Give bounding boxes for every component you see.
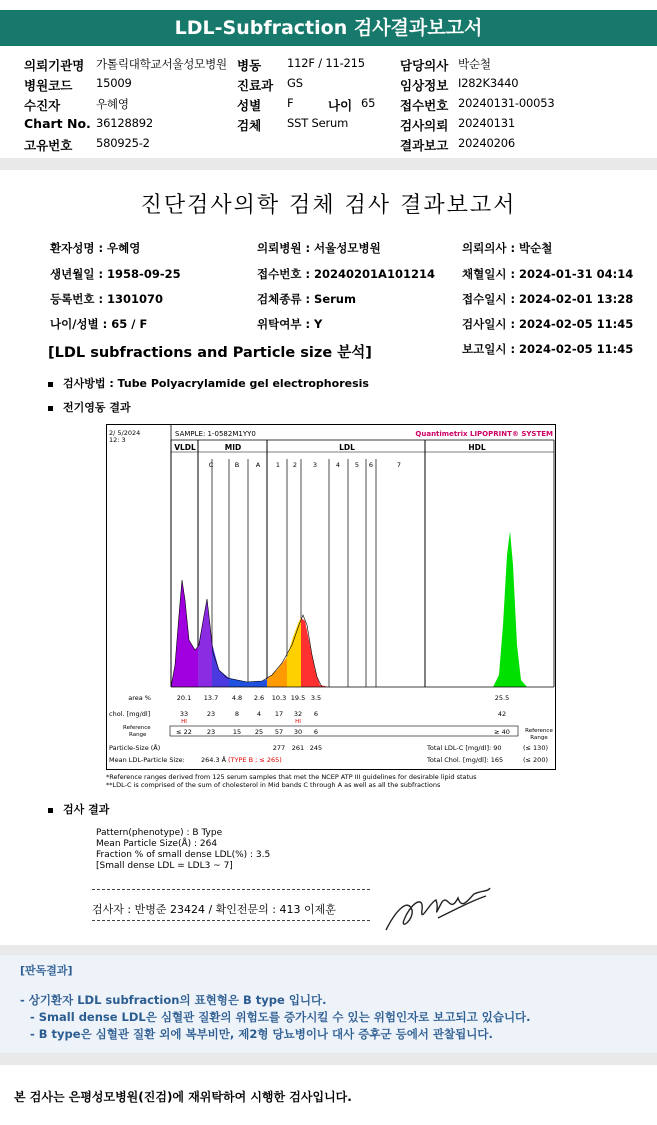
method-line xyxy=(48,375,369,391)
label-specimen: 검체 xyxy=(237,118,262,133)
result-line: [Small dense LDL = LDL3 ~ 7] xyxy=(96,861,233,871)
value-requester: 가톨릭대학교서울성모병원 xyxy=(96,57,227,71)
result-line: Mean Particle Size(Å) : 264 xyxy=(96,839,218,849)
divider xyxy=(0,158,657,170)
row-label-ref: Reference xyxy=(123,725,151,731)
value-request-date: 20240131 xyxy=(458,116,515,130)
chol-value: 33 xyxy=(179,710,189,718)
footer-note: 본 검사는 은평성모병원(진검)에 재위탁하여 시행한 검사입니다. xyxy=(14,1090,352,1104)
chart-date: 2/ 5/2024 xyxy=(109,429,141,437)
hi-flag: HI xyxy=(181,719,187,725)
band-label: C xyxy=(208,461,214,469)
row-label-chol: chol. [mg/dl] xyxy=(109,710,151,718)
signature-image xyxy=(378,880,498,940)
total-ldl: Total LDL-C [mg/dl]: 90 xyxy=(427,744,502,752)
chol-value: 42 xyxy=(497,710,507,718)
label-hospital-code: 병원코드 xyxy=(24,78,73,93)
total-chol-ref: (≤ 200) xyxy=(523,756,548,764)
ref-range-right: Reference xyxy=(525,728,553,734)
header-row xyxy=(0,76,657,95)
band-label: 7 xyxy=(396,461,402,469)
hdl-peak xyxy=(493,531,527,687)
ref-value: 23 xyxy=(206,728,216,736)
value-age: 65 xyxy=(361,96,376,110)
test-time: 검사일시 : 2024-02-05 11:45 xyxy=(462,317,634,331)
label-patient: 수진자 xyxy=(24,98,61,113)
bullet-icon xyxy=(48,406,53,411)
bullet-icon xyxy=(48,808,53,813)
chol-value: 8 xyxy=(234,710,240,718)
value-report-date: 20240206 xyxy=(458,136,515,150)
report-time: 보고일시 : 2024-02-05 11:45 xyxy=(462,342,634,356)
header-row xyxy=(0,56,657,75)
value-receipt-no: 20240131-00053 xyxy=(458,96,555,110)
band-label: 4 xyxy=(335,461,341,469)
ldl1-peak xyxy=(267,657,287,687)
label-dept: 진료과 xyxy=(237,78,274,93)
electrophoresis-text: 전기영동 결과 xyxy=(63,401,131,414)
row-label-area: area % xyxy=(128,694,151,702)
ref-value: 25 xyxy=(254,728,264,736)
area-value: 25.5 xyxy=(494,694,510,702)
ldl2-peak xyxy=(287,618,301,687)
electrophoresis-chart xyxy=(106,424,556,770)
label-requester: 의뢰기관명 xyxy=(24,58,85,73)
chart-note: **LDL-C is comprised of the sum of cholesterol in Mid bands C through A as well as all the subfractions xyxy=(106,781,441,789)
label-receipt-no: 접수번호 xyxy=(400,98,449,113)
collection-time: 채혈일시 : 2024-01-31 04:14 xyxy=(462,267,634,281)
birth-date: 생년월일 : 1958-09-25 xyxy=(50,267,181,281)
label-report-date: 결과보고 xyxy=(400,138,449,153)
area-value: 10.3 xyxy=(271,694,287,702)
header-row xyxy=(0,116,657,135)
chol-value: 4 xyxy=(256,710,262,718)
band-label: A xyxy=(255,461,261,469)
label-unique-no: 고유번호 xyxy=(24,138,73,153)
area-value: 3.5 xyxy=(310,694,322,702)
value-clinical-info: I282K3440 xyxy=(458,76,519,90)
method-text: 검사방법 : Tube Polyacrylamide gel electrophoresis xyxy=(63,377,369,390)
mid-b-peak xyxy=(212,643,229,687)
ref-value: 15 xyxy=(232,728,242,736)
age-sex: 나이/성별 : 65 / F xyxy=(50,317,148,331)
label-sex: 성별 xyxy=(237,98,262,113)
particle-size-value: 261 xyxy=(291,744,305,752)
divider xyxy=(0,945,657,955)
requesting-doctor: 의뢰의사 : 박순철 xyxy=(462,241,553,255)
value-chart-no: 36128892 xyxy=(96,116,153,130)
reference-box xyxy=(170,726,518,736)
specimen-type: 검체종류 : Serum xyxy=(257,292,356,306)
checker-info: 검사자 : 반병준 23424 / 확인전문의 : 413 이제훈 xyxy=(92,903,336,916)
label-request-date: 검사의뢰 xyxy=(400,118,449,133)
row-label-mean: Mean LDL-Particle Size: xyxy=(109,756,185,764)
value-dept: GS xyxy=(287,76,303,90)
section-heading: [LDL subfractions and Particle size 분석] xyxy=(48,345,372,361)
hi-flag: HI xyxy=(295,719,301,725)
judgement-line: - 상기환자 LDL subfraction의 표현형은 B type 입니다. xyxy=(20,993,327,1007)
band-label: B xyxy=(234,461,240,469)
ref-value: ≥ 40 xyxy=(494,728,510,736)
receipt-time: 접수일시 : 2024-02-01 13:28 xyxy=(462,292,634,306)
type-label: (TYPE B ; ≤ 265) xyxy=(228,756,282,764)
value-patient: 우혜영 xyxy=(96,97,129,111)
receipt-number: 접수번호 : 20240201A101214 xyxy=(257,267,435,281)
particle-size-value: 245 xyxy=(309,744,323,752)
ldl3-peak xyxy=(301,618,329,687)
group-label-vldl: VLDL xyxy=(174,443,196,452)
ref-value: 6 xyxy=(313,728,319,736)
value-unique-no: 580925-2 xyxy=(96,136,150,150)
ref-value: ≤ 22 xyxy=(176,728,192,736)
value-doctor: 박순철 xyxy=(458,57,491,71)
bullet-icon xyxy=(48,382,53,387)
value-specimen: SST Serum xyxy=(287,116,349,130)
electrophoresis-heading xyxy=(48,399,131,415)
ref-value: 30 xyxy=(293,728,303,736)
judgement-line: - Small dense LDL은 심혈관 질환의 위험도를 증가시킬 수 있는 위험인자로 보고되고 있습니다. xyxy=(30,1010,531,1024)
chart-sample-no: 12: 3 xyxy=(109,436,126,444)
area-value: 20.1 xyxy=(176,694,192,702)
chart-brand: Quantimetrix LIPOPRINT® SYSTEM xyxy=(415,430,553,438)
label-ward: 병동 xyxy=(237,58,262,73)
label-chart-no: Chart No. xyxy=(24,116,91,131)
total-ldl-ref: (≤ 130) xyxy=(523,744,548,752)
requesting-hospital: 의뢰병원 : 서울성모병원 xyxy=(257,241,381,255)
chol-value: 17 xyxy=(274,710,284,718)
band-label: 3 xyxy=(312,461,318,469)
signature-line xyxy=(92,920,370,921)
mid-c-peak xyxy=(198,599,212,687)
value-hospital-code: 15009 xyxy=(96,76,132,90)
page-title: LDL-Subfraction 검사결과보고서 xyxy=(0,10,657,46)
area-value: 13.7 xyxy=(203,694,219,702)
ref-range-right: Range xyxy=(530,735,548,741)
chol-value: 32 xyxy=(293,710,303,718)
result-heading-text: 검사 결과 xyxy=(63,803,110,816)
area-value: 2.6 xyxy=(253,694,265,702)
area-value: 4.8 xyxy=(231,694,243,702)
header-row xyxy=(0,136,657,155)
chol-value: 23 xyxy=(206,710,216,718)
divider xyxy=(0,1053,657,1065)
chol-value: 6 xyxy=(313,710,319,718)
outsourced: 위탁여부 : Y xyxy=(257,317,323,331)
report-title: 진단검사의학 검체 검사 결과보고서 xyxy=(140,193,517,218)
header-info xyxy=(0,50,657,156)
particle-size-value: 277 xyxy=(272,744,286,752)
chart-svg xyxy=(107,425,555,769)
ref-value: 57 xyxy=(274,728,284,736)
group-label-hdl: HDL xyxy=(468,443,486,452)
signature-line xyxy=(92,889,370,890)
value-sex: F xyxy=(287,96,294,110)
band-label: 6 xyxy=(368,461,374,469)
label-doctor: 담당의사 xyxy=(400,58,449,73)
result-line: Fraction % of small dense LDL(%) : 3.5 xyxy=(96,850,271,860)
value-ward: 112F / 11-215 xyxy=(287,56,365,70)
row-label-size: Particle-Size (Å) xyxy=(109,744,161,752)
patient-name: 환자성명 : 우혜영 xyxy=(50,241,141,255)
chart-note: *Reference ranges derived from 125 serum samples that met the NCEP ATP III guidelines for desirable lipid status xyxy=(106,773,477,781)
group-label-mid: MID xyxy=(224,443,242,452)
band-label: 5 xyxy=(354,461,360,469)
total-chol: Total Chol. [mg/dl]: 165 xyxy=(427,756,504,764)
header-row xyxy=(0,96,657,115)
mean-size-value: 264.3 Å xyxy=(201,756,227,764)
row-label-ref: Range xyxy=(129,732,147,738)
judgement-line: - B type은 심혈관 질환 외에 복부비만, 제2형 당뇨병이나 대사 증후군 등에서 관찰됩니다. xyxy=(30,1027,493,1041)
label-clinical-info: 임상정보 xyxy=(400,78,449,93)
judgement-title: [판독결과] xyxy=(20,964,73,977)
result-line: Pattern(phenotype) : B Type xyxy=(96,828,223,838)
label-age: 나이 xyxy=(328,98,353,113)
registration-no: 등록번호 : 1301070 xyxy=(50,292,164,306)
group-label-ldl: LDL xyxy=(339,443,355,452)
chart-title: SAMPLE: 1-0582M1YY0 xyxy=(175,430,256,438)
area-value: 19.5 xyxy=(290,694,306,702)
band-label: 1 xyxy=(275,461,281,469)
band-label: 2 xyxy=(292,461,298,469)
result-heading xyxy=(48,801,109,817)
